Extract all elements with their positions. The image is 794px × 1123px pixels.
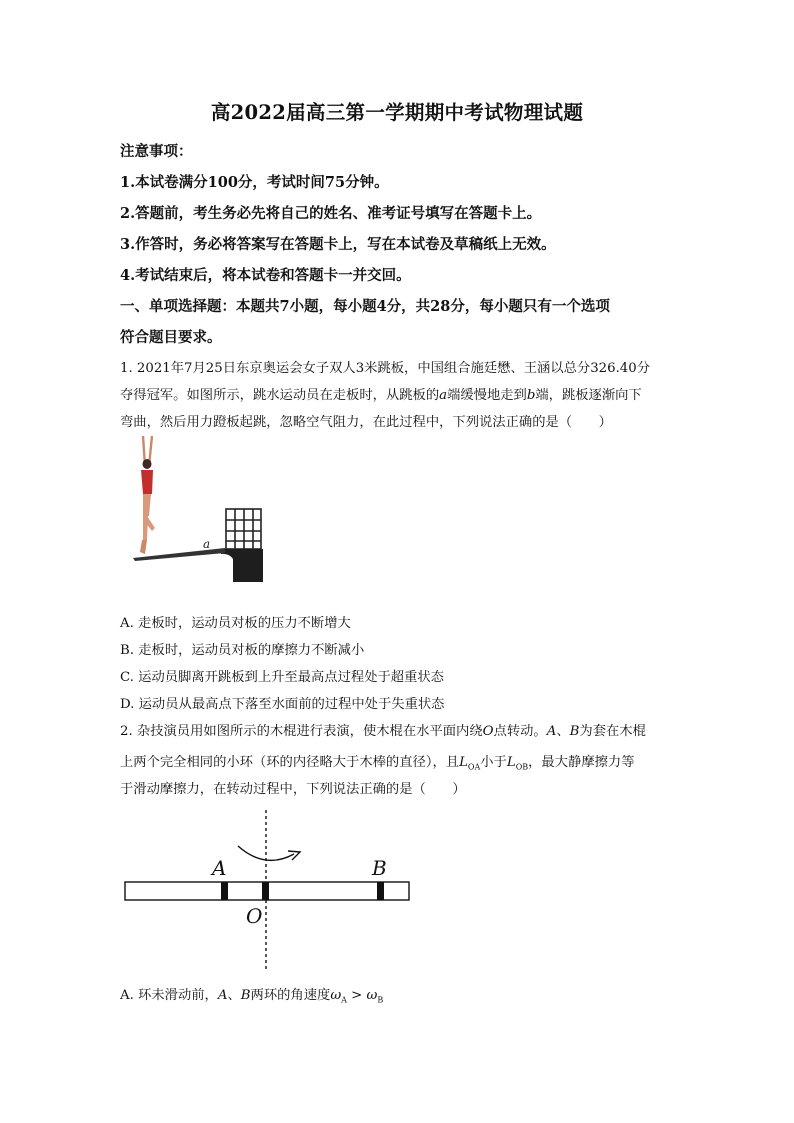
q2-sub-OA: OA [467,762,481,772]
q1-stem-line-3: 弯曲，然后用力蹬板起跳，忽略空气阻力，在此过程中，下列说法正确的是（ ） [120,415,612,430]
omega-symbol: ω [330,988,342,1003]
q2-opt-text: 两环的角速度 [250,988,331,1003]
notice-item-2: 2.答题前，考生务必先将自己的姓名、准考证号填写在答题卡上。 [120,205,542,222]
q2-var-L: L [459,755,468,770]
q2-text: 2. 杂技演员用如图所示的木棍进行表演，使木棍在水平面内绕 [120,724,483,739]
label-a: a [203,537,211,551]
q2-stem-line-1 [120,720,646,739]
section-heading-line-1: 一、单项选择题：本题共7小题，每小题4分，共28分，每小题只有一个选项 [120,298,610,315]
q2-opt-var-A: A [217,988,228,1003]
omega-sub-A: A [341,995,347,1005]
q1-option-c: C. 运动员脚离开跳板到上升至最高点过程处于超重状态 [120,670,444,685]
q1-var-b: b [526,388,536,403]
q2-text: 小于 [480,755,507,770]
ring-a [221,882,228,900]
q2-var-A: A [546,724,557,739]
notice-item-3: 3.作答时，务必将答案写在答题卡上，写在本试卷及草稿纸上无效。 [120,236,556,253]
q1-stem-line-2 [120,384,642,403]
label-B: B [372,856,387,880]
q2-text: 上两个完全相同的小环（环的内径略大于木棒的直径），且 [120,755,460,770]
q1-text: 端缓慢地走到 [447,388,527,403]
gt-symbol: > [346,988,367,1003]
springboard [133,548,225,561]
pivot-o [262,882,269,900]
ring-b [377,882,384,900]
notice-item-4: 4.考试结束后，将本试卷和答题卡一并交回。 [120,267,411,284]
q1-diving-board-figure [125,432,270,584]
q2-rod-figure [120,808,420,973]
platform-base [221,549,263,582]
q1-stem-line-1: 1. 2021年7月25日东京奥运会女子双人3米跳板，中国组合施廷懋、王涵以总分326.40分 [120,361,651,376]
q2-sub-OB: OB [515,762,529,772]
q1-text: 端，跳板逐渐向下 [535,388,642,403]
q2-var-B: B [569,724,580,739]
diver-figure [140,436,155,554]
q2-text: ，最大静摩擦力等 [528,755,635,770]
q1-var-a: a [439,388,448,403]
omega-symbol: ω [366,988,378,1003]
q2-var-L: L [506,755,516,770]
q2-text: 点转动。 [493,724,547,739]
notice-item-1: 1.本试卷满分100分，考试时间75分钟。 [120,174,389,191]
q2-text: 为套在木棍 [579,724,646,739]
label-O: O [246,904,263,928]
q2-sep: 、 [556,724,570,739]
q1-option-b: B. 走板时，运动员对板的摩擦力不断减小 [120,643,365,658]
q2-option-a [120,984,383,1005]
section-heading-line-2: 符合题目要求。 [120,329,222,346]
q1-text: 夺得冠军。如图所示，跳水运动员在走板时，从跳板的 [120,388,440,403]
q2-var-O: O [482,724,494,739]
q2-opt-sep: 、 [227,988,241,1003]
q2-stem-line-2 [120,751,635,772]
q2-opt-var-B: B [240,988,251,1003]
omega-sub-B: B [377,995,384,1005]
platform-railing [226,509,261,549]
q2-stem-line-3: 于滑动摩擦力，在转动过程中，下列说法正确的是（ ） [120,782,466,797]
q2-opt-text: A. 环未滑动前， [120,988,218,1003]
q1-option-d: D. 运动员从最高点下落至水面前的过程中处于失重状态 [120,697,445,712]
label-A: A [212,856,227,880]
q1-option-a: A. 走板时，运动员对板的压力不断增大 [120,616,351,631]
page-title: 高2022届高三第一学期期中考试物理试题 [210,101,584,124]
notice-heading: 注意事项： [120,143,193,160]
